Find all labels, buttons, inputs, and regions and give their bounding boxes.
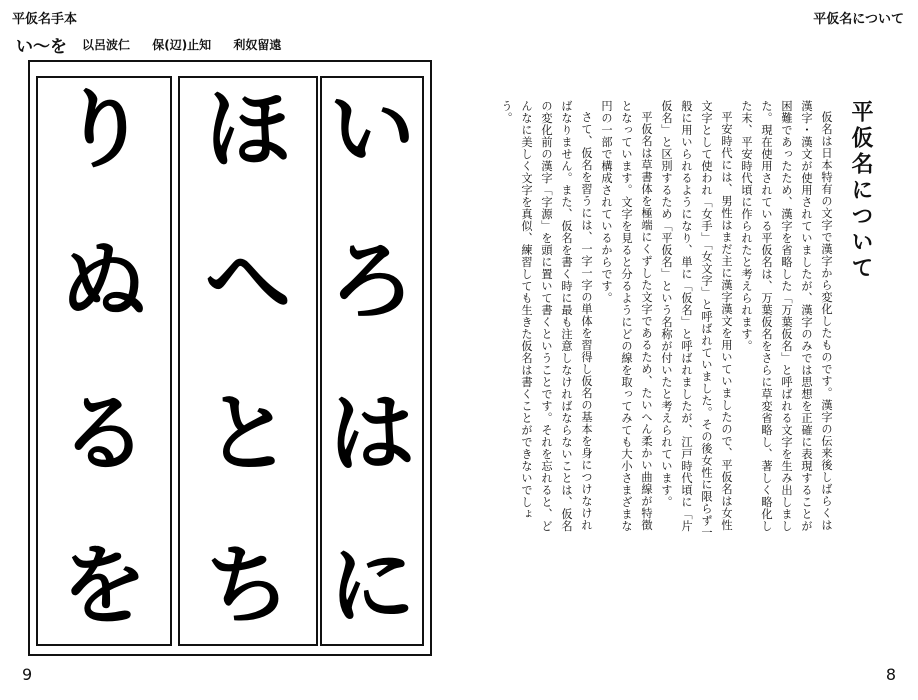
kana-glyph: は xyxy=(329,383,415,484)
page-number-right: 8 xyxy=(885,665,896,684)
kanji-source-group: 保(辺)止知 xyxy=(152,38,212,52)
book-title-header: 平仮名手本 xyxy=(12,12,78,27)
kana-glyph: を xyxy=(61,535,147,636)
kanji-source-list xyxy=(82,36,299,53)
calligraphy-column xyxy=(320,76,424,646)
calligraphy-column xyxy=(178,76,318,646)
calligraphy-frame xyxy=(28,60,432,656)
kana-glyph: ろ xyxy=(329,231,415,332)
page-number-left: 9 xyxy=(22,665,33,684)
kana-glyph: ほ xyxy=(205,79,291,180)
calligraphy-column xyxy=(36,76,172,646)
kana-glyph: ち xyxy=(205,535,291,636)
article-paragraph: 仮名は日本特有の文字で漢字から変化したものです。漢字の伝来後しばらくは漢字・漢文が使用されていましたが、漢字のみでは思想を正確に表現することが困難であったため、漢字を省略した「万葉仮名」と呼ばれる文字を生み出しました。現在使用されている平仮名は、万葉仮名をさらに草変省略し、著しく略化した末、平安時代頃に作られたと考えられます。 xyxy=(740,100,833,532)
kana-glyph: と xyxy=(205,383,291,484)
kana-glyph: に xyxy=(329,535,415,636)
kana-glyph: い xyxy=(329,79,415,180)
kana-range-label: い〜を xyxy=(16,37,67,57)
kanji-source-group: 以呂波仁 xyxy=(82,38,131,52)
article-paragraph: さて、仮名を習うには、一字一字の単体を習得し仮名の基本を身につけなければなりません。また、仮名を書く時に最も注意しなければならないことは、仮名の変化前の漢字「字源」を頭に置いて書くということです。それを忘れると、どんなに美しく文字を真似、練習しても生きた仮名は書くことができないでしょう。 xyxy=(500,100,593,532)
kanji-source-group: 利奴留遠 xyxy=(233,38,282,52)
article-title: 平仮名について xyxy=(848,100,873,282)
article-paragraph: 平安時代には、男性はまだ主に漢字漢文を用いていましたので、平仮名は女性文字として使われ「女手」「女文字」と呼ばれていました。その後女性に限らず一般に用いられるようになり、単に「仮名」と呼ばれましたが、江戸時代頃に「片仮名」と区別するため「平仮名」という名称が付いたと考えられています。 xyxy=(660,100,733,539)
kana-glyph: る xyxy=(61,383,147,484)
kana-glyph: へ xyxy=(205,231,291,332)
article-body xyxy=(470,100,873,540)
section-title-header: 平仮名について xyxy=(813,12,904,27)
kana-glyph: り xyxy=(61,79,147,180)
article-paragraph: 平仮名は草書体を極端にくずした文字であるため、たいへん柔かい曲線が特徴となっています。文字を見ると分るようにどの線を取ってみても大小さまざまな円の一部で構成されているからです。 xyxy=(600,100,653,532)
kana-glyph: ぬ xyxy=(61,231,147,332)
